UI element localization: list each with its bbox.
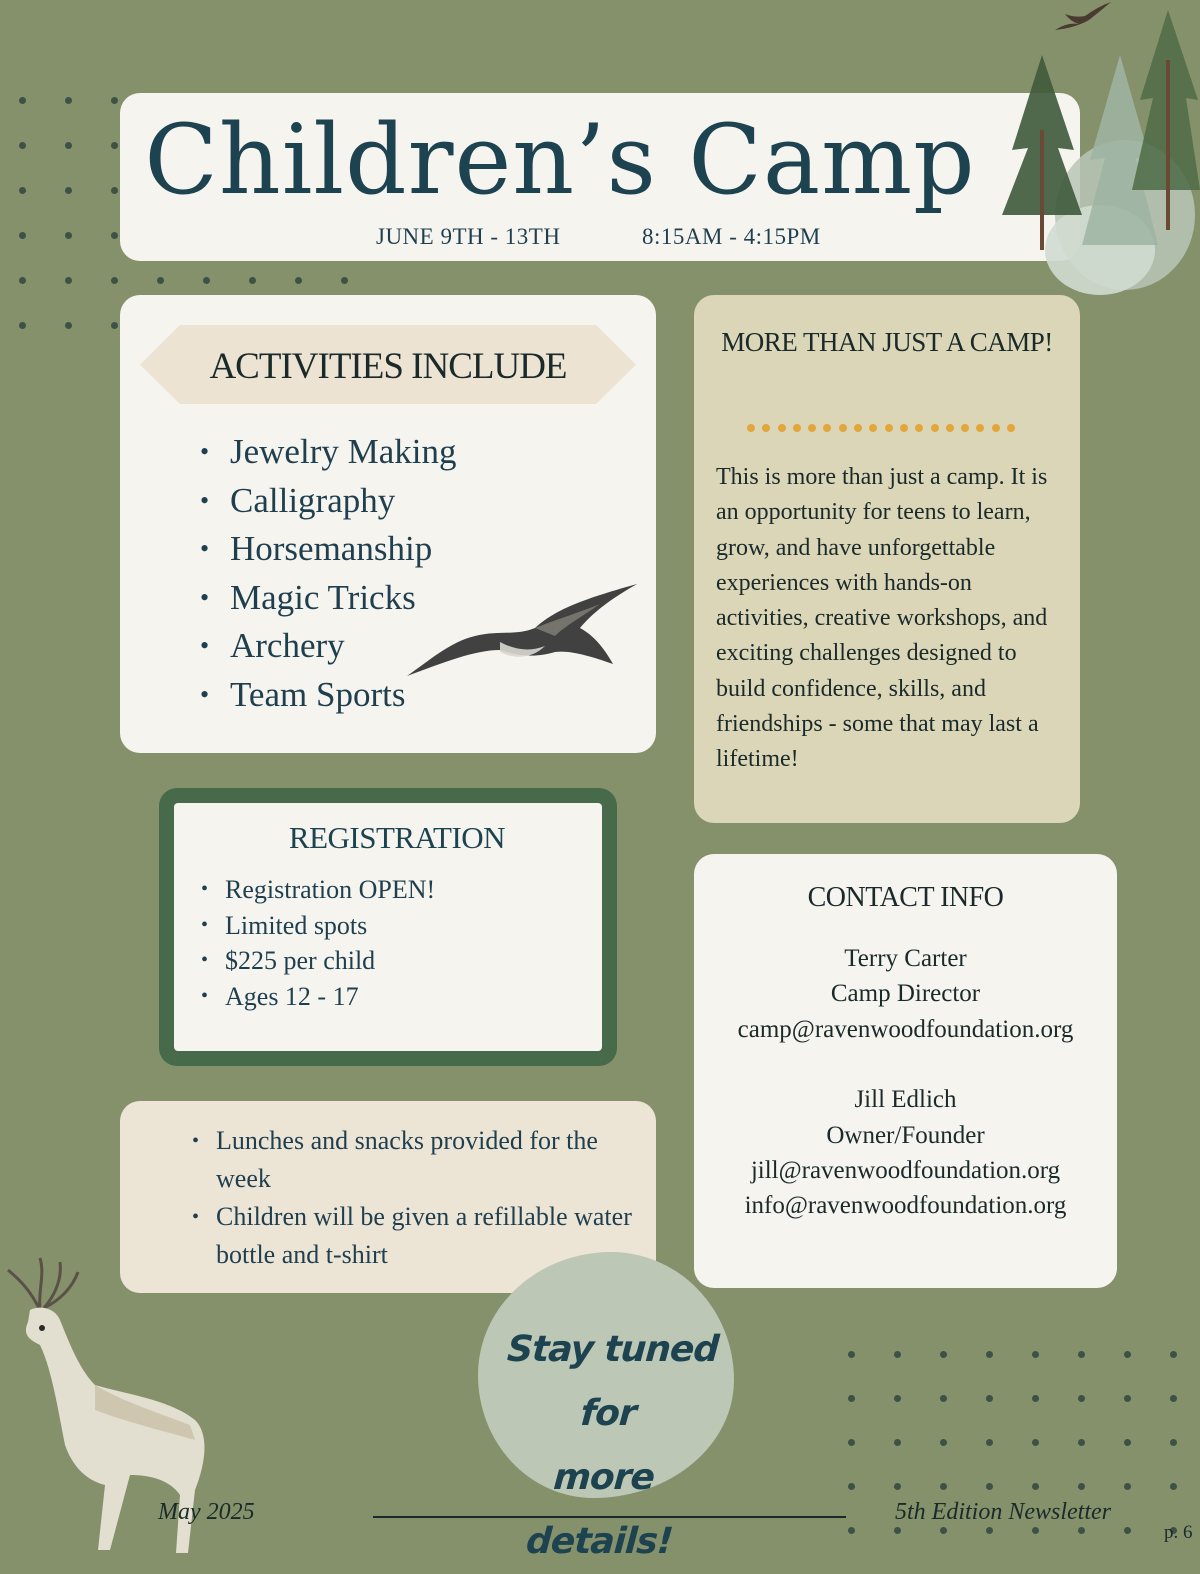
page-title: Children’s Camp [144, 104, 976, 216]
more-than-camp-body: This is more than just a camp. It is an opportunity for teens to learn, grow, and have unforgettable experiences with hands-on activities, creative workshops, and exciting challenges designed to build confidence, skills, and friendships - some that may last a lifetime! [716, 464, 1048, 773]
registration-list [225, 872, 435, 1014]
provided-items-list [216, 1122, 636, 1274]
list-item: • Magic Tricks [230, 574, 456, 623]
list-item: • Calligraphy [230, 477, 456, 526]
footer-divider [373, 1516, 846, 1518]
contact-email[interactable]: jill@ravenwoodfoundation.org [750, 1157, 1061, 1184]
list-item: • Registration OPEN! [225, 872, 435, 908]
flying-bird-illustration [405, 580, 640, 680]
list-item: • Lunches and snacks provided for the week [216, 1122, 636, 1198]
stay-tuned-text: Stay tuned for more details! [505, 1329, 720, 1562]
contact-email[interactable]: camp@ravenwoodfoundation.org [737, 1016, 1074, 1043]
more-than-camp-heading: MORE THAN JUST A CAMP! [721, 327, 1053, 357]
registration-heading: REGISTRATION [288, 820, 506, 855]
contact-role: Camp Director [830, 980, 981, 1007]
camp-dates: JUNE 9TH - 13TH [376, 224, 561, 249]
list-item: • Jewelry Making [230, 428, 456, 477]
footer-edition: 5th Edition Newsletter [895, 1499, 1111, 1525]
activities-heading: ACTIVITIES INCLUDE [209, 346, 567, 387]
dot-pattern-top-left-row [157, 277, 348, 284]
camp-hours: 8:15AM - 4:15PM [642, 224, 821, 249]
gold-dot-divider [747, 424, 1015, 432]
list-item: • Limited spots [225, 908, 435, 944]
list-item: • $225 per child [225, 943, 435, 979]
page-number: p. 6 [1164, 1522, 1193, 1543]
footer-date: May 2025 [158, 1499, 255, 1525]
list-item: • Horsemanship [230, 525, 456, 574]
contact-role: Owner/Founder [826, 1122, 985, 1149]
pine-trees-illustration [990, 0, 1200, 310]
contact-name: Terry Carter [844, 945, 967, 972]
list-item: • Ages 12 - 17 [225, 979, 435, 1015]
list-item: • Team Sports [230, 671, 456, 720]
list-item: • Archery [230, 622, 456, 671]
contact-email-info[interactable]: info@ravenwoodfoundation.org [744, 1192, 1067, 1219]
contact-heading: CONTACT INFO [807, 882, 1004, 913]
list-item: • Children will be given a refillable water bottle and t-shirt [216, 1198, 636, 1274]
contact-name: Jill Edlich [854, 1086, 957, 1113]
